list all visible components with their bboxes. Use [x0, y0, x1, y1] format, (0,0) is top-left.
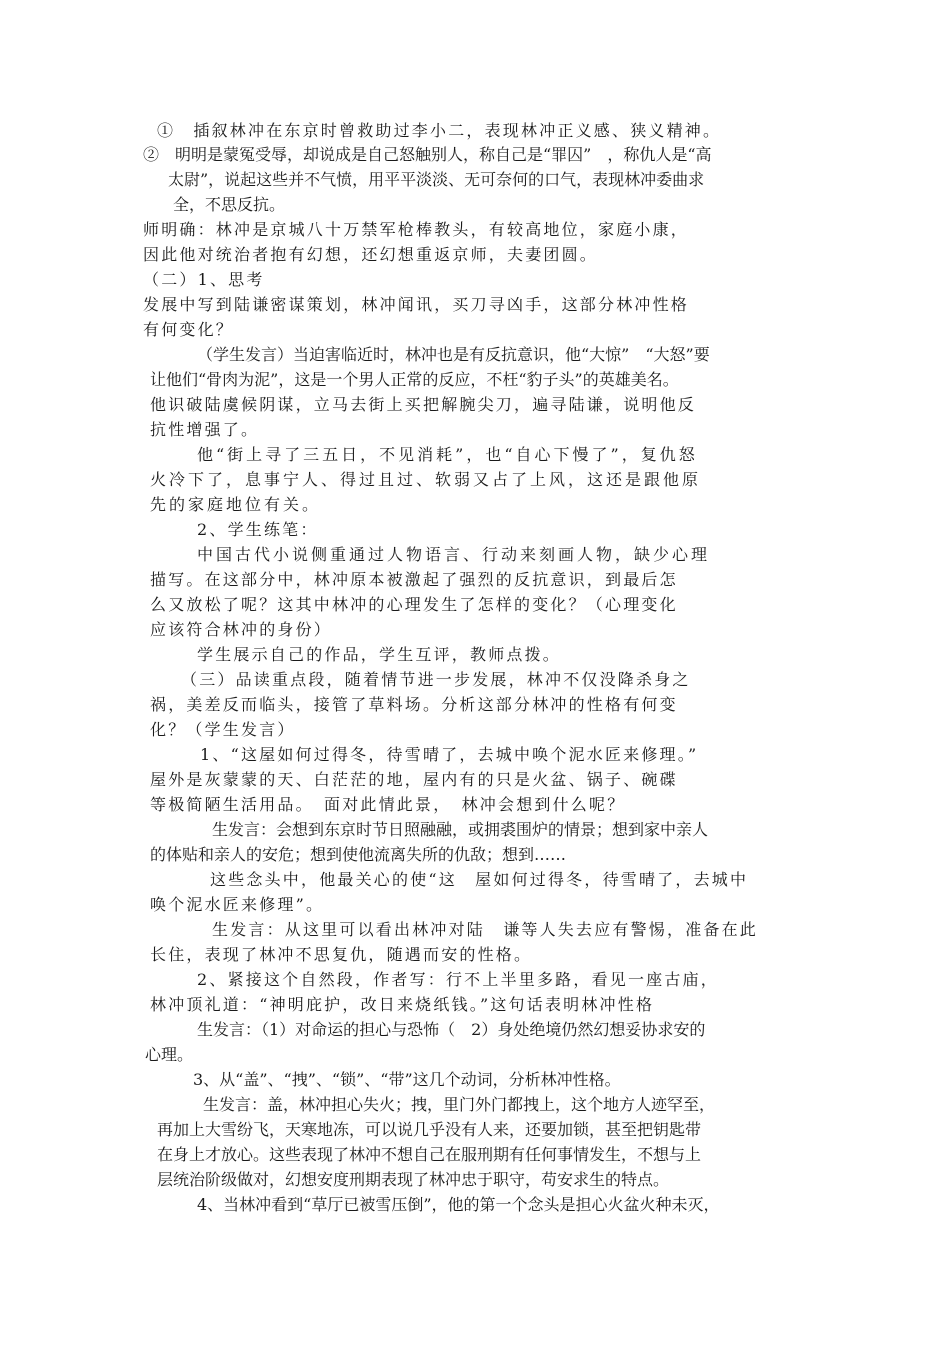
text-line: 层统治阶级做对，幻想安度刑期表现了林冲忠于职守，苟安求生的特点。 [157, 1170, 670, 1189]
text-line: 等极简陋生活用品。 面对此情此景， 林冲会想到什么呢？ [150, 795, 626, 814]
text-line: 唤个泥水匠来修理”。 [150, 895, 325, 914]
text-line: 太尉”，说起这些并不气愤，用平平淡淡、无可奈何的口气，表现林冲委曲求 [168, 170, 705, 189]
text-line: 抗性增强了。 [150, 420, 260, 439]
section-heading: （三）品读重点段，随着情节进一步发展，林冲不仅没降杀身之 [181, 670, 691, 689]
text-line: 火冷下了，息事宁人、得过且过、软弱又占了上风，这还是跟他原 [150, 470, 702, 489]
text-line: 生发言：会想到东京时节日照融融，或拥裘围炉的情景；想到家中亲人 [212, 820, 709, 839]
text-line: 这些念头中，他最关心的使“这 屋如何过得冬，待雪晴了，去城中 [210, 870, 749, 889]
text-line: 中国古代小说侧重通过人物语言、行动来刻画人物，缺少心理 [197, 545, 711, 564]
text-line: 再加上大雪纷飞，天寒地冻，可以说几乎没有人来，还要加锁，甚至把钥匙带 [157, 1120, 702, 1139]
section-heading: （二）1、思考 [143, 270, 265, 289]
text-line: 全，不思反抗。 [173, 195, 286, 214]
text-line: 他“街上寻了三五日，不见消耗”，也“自心下慢了”，复仇怒 [197, 445, 698, 464]
text-line: 3、从“盖”、“拽”、“锁”、“带”这几个动词，分析林冲性格。 [193, 1070, 621, 1089]
text-line: 1、“这屋如何过得冬，待雪晴了，去城中唤个泥水匠来修理。” [200, 745, 699, 764]
text-line: 发展中写到陆谦密谋策划，林冲闻讯，买刀寻凶手，这部分林冲性格 [143, 295, 690, 314]
text-line: 4、当林冲看到“草厅已被雪压倒”，他的第一个念头是担心火盆火种未灭， [197, 1195, 720, 1214]
text-line: （学生发言）当迫害临近时，林冲也是有反抗意识，他“大惊” “大怒”要 [197, 345, 710, 364]
section-heading: 2、学生练笔： [197, 520, 319, 539]
text-line: 应该符合林冲的身份） [150, 620, 333, 639]
text-line: 长住，表现了林冲不思复仇，随遇而安的性格。 [150, 945, 533, 964]
text-line: 屋外是灰蒙蒙的天、白茫茫的地，屋内有的只是火盆、锅子、碗碟 [150, 770, 678, 789]
text-line: 么又放松了呢？这其中林冲的心理发生了怎样的变化？（心理变化 [150, 595, 678, 614]
text-line: 学生展示自己的作品，学生互评，教师点拨。 [197, 645, 562, 664]
text-line: 的体贴和亲人的安危；想到使他流离失所的仇敌；想到…… [150, 845, 567, 864]
text-line: 生发言：盖，林冲担心失火；拽，里门外门都拽上，这个地方人迹罕至， [203, 1095, 716, 1114]
text-line: ② 明明是蒙冤受辱，却说成是自己怒触别人，称自己是“罪囚” ，称仇人是“高 [143, 145, 712, 164]
text-line: 心理。 [145, 1045, 194, 1064]
text-line: 让他们“骨肉为泥”，这是一个男人正常的反应，不枉“豹子头”的英雄美名。 [150, 370, 679, 389]
text-line: 化？（学生发言） [150, 720, 296, 739]
text-line: 2、紧接这个自然段，作者写：行不上半里多路，看见一座古庙， [197, 970, 719, 989]
text-line: 师明确：林冲是京城八十万禁军枪棒教头，有较高地位，家庭小康， [143, 220, 690, 239]
text-line: 先的家庭地位有关。 [150, 495, 322, 514]
text-line: 有何变化？ [143, 320, 235, 339]
text-line: ① 插叙林冲在东京时曾救助过李小二，表现林冲正义感、狭义精神。 [157, 121, 722, 140]
text-line: 在身上才放心。这些表现了林冲不想自己在服刑期有任何事情发生，不想与上 [157, 1145, 702, 1164]
text-line: 他识破陆虞候阴谋，立马去街上买把解腕尖刀，遍寻陆谦，说明他反 [150, 395, 697, 414]
text-line: 生发言：从这里可以看出林冲对陆 谦等人失去应有警惕，准备在此 [212, 920, 759, 939]
text-line: 生发言：（1）对命运的担心与恐怖（ 2）身处绝境仍然幻想妥协求安的 [197, 1020, 706, 1039]
text-line: 因此他对统治者抱有幻想，还幻想重返京师，夫妻团圆。 [143, 245, 599, 264]
text-line: 林冲顶礼道：“神明庇护，改日来烧纸钱。”这句话表明林冲性格 [150, 995, 655, 1014]
text-line: 祸，美差反而临头，接管了草料场。分析这部分林冲的性格有何变 [150, 695, 678, 714]
text-line: 描写。在这部分中，林冲原本被激起了强烈的反抗意识，到最后怎 [150, 570, 678, 589]
